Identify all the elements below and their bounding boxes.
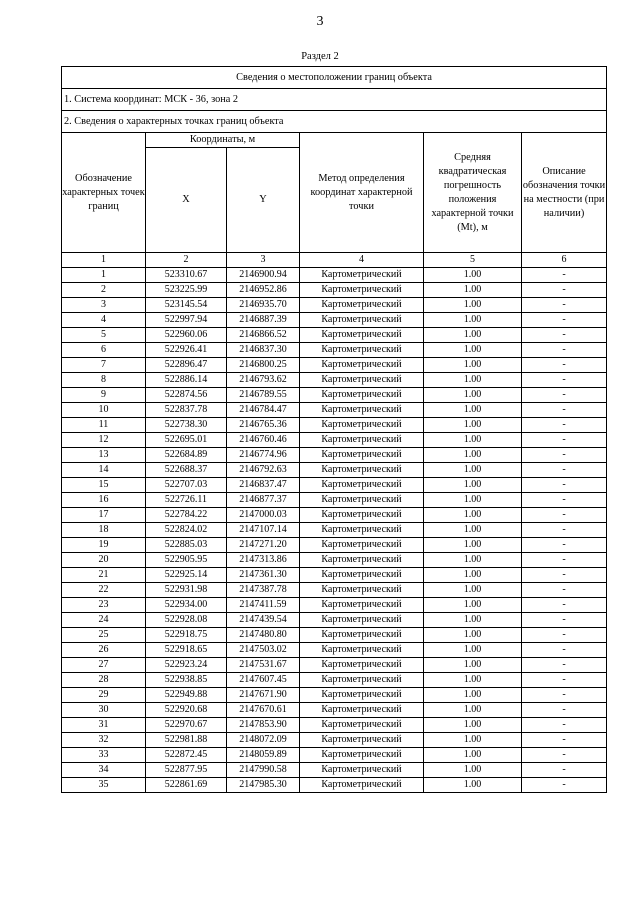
description: - — [522, 283, 607, 298]
coord-x: 522874.56 — [146, 388, 227, 403]
coord-y: 2146784.47 — [227, 403, 300, 418]
coord-y: 2147313.86 — [227, 553, 300, 568]
point-id: 19 — [62, 538, 146, 553]
table-row — [62, 418, 607, 433]
description: - — [522, 628, 607, 643]
description: - — [522, 508, 607, 523]
coord-x: 522938.85 — [146, 673, 227, 688]
mt-error: 1.00 — [424, 583, 522, 598]
mt-error: 1.00 — [424, 388, 522, 403]
coord-y: 2146789.55 — [227, 388, 300, 403]
method: Картометрический — [300, 388, 424, 403]
table-row — [62, 268, 607, 283]
point-id: 8 — [62, 373, 146, 388]
description: - — [522, 583, 607, 598]
point-id: 1 — [62, 268, 146, 283]
coord-y: 2146793.62 — [227, 373, 300, 388]
point-id: 6 — [62, 343, 146, 358]
coord-x: 522726.11 — [146, 493, 227, 508]
coord-x: 522997.94 — [146, 313, 227, 328]
mt-error: 1.00 — [424, 718, 522, 733]
mt-error: 1.00 — [424, 298, 522, 313]
description: - — [522, 703, 607, 718]
coord-x: 522707.03 — [146, 478, 227, 493]
coord-y: 2147531.67 — [227, 658, 300, 673]
coord-y: 2147000.03 — [227, 508, 300, 523]
method: Картометрический — [300, 523, 424, 538]
table-row — [62, 433, 607, 448]
coord-y: 2147985.30 — [227, 778, 300, 793]
point-id: 11 — [62, 418, 146, 433]
coord-y: 2146952.86 — [227, 283, 300, 298]
mt-error: 1.00 — [424, 643, 522, 658]
method: Картометрический — [300, 583, 424, 598]
coord-y: 2146760.46 — [227, 433, 300, 448]
method: Картометрический — [300, 538, 424, 553]
header-description: Описание обозначения точки на местности (при наличии) — [522, 133, 607, 253]
description: - — [522, 763, 607, 778]
mt-error: 1.00 — [424, 523, 522, 538]
table-row — [62, 703, 607, 718]
coord-y: 2146837.47 — [227, 478, 300, 493]
point-id: 9 — [62, 388, 146, 403]
coord-x: 522784.22 — [146, 508, 227, 523]
coord-x: 522886.14 — [146, 373, 227, 388]
description: - — [522, 478, 607, 493]
mt-error: 1.00 — [424, 358, 522, 373]
description: - — [522, 433, 607, 448]
method: Картометрический — [300, 418, 424, 433]
table-row — [62, 643, 607, 658]
table-row — [62, 763, 607, 778]
description: - — [522, 373, 607, 388]
point-id: 5 — [62, 328, 146, 343]
description: - — [522, 733, 607, 748]
point-id: 30 — [62, 703, 146, 718]
coord-y: 2146887.39 — [227, 313, 300, 328]
method: Картометрический — [300, 508, 424, 523]
method: Картометрический — [300, 298, 424, 313]
coord-x: 522885.03 — [146, 538, 227, 553]
description: - — [522, 358, 607, 373]
method: Картометрический — [300, 733, 424, 748]
mt-error: 1.00 — [424, 283, 522, 298]
point-id: 2 — [62, 283, 146, 298]
coord-x: 522934.00 — [146, 598, 227, 613]
coord-y: 2146877.37 — [227, 493, 300, 508]
table-row — [62, 658, 607, 673]
coord-y: 2148072.09 — [227, 733, 300, 748]
description: - — [522, 388, 607, 403]
coord-y: 2146792.63 — [227, 463, 300, 478]
table-row — [62, 598, 607, 613]
point-id: 31 — [62, 718, 146, 733]
coord-x: 522872.45 — [146, 748, 227, 763]
header-designation: Обозначение характерных точек границ — [62, 133, 146, 253]
method: Картометрический — [300, 613, 424, 628]
point-id: 24 — [62, 613, 146, 628]
coord-x: 522918.75 — [146, 628, 227, 643]
header-method: Метод определения координат характерной точки — [300, 133, 424, 253]
column-number-row — [62, 253, 607, 268]
table-row — [62, 388, 607, 403]
method: Картометрический — [300, 313, 424, 328]
coord-x: 522918.65 — [146, 643, 227, 658]
description: - — [522, 463, 607, 478]
table-row — [62, 328, 607, 343]
column-number: 4 — [300, 253, 424, 268]
point-id: 14 — [62, 463, 146, 478]
method: Картометрический — [300, 568, 424, 583]
table-row — [62, 538, 607, 553]
coord-x: 522970.67 — [146, 718, 227, 733]
mt-error: 1.00 — [424, 598, 522, 613]
mt-error: 1.00 — [424, 328, 522, 343]
description: - — [522, 688, 607, 703]
coord-y: 2146935.70 — [227, 298, 300, 313]
point-id: 33 — [62, 748, 146, 763]
description: - — [522, 493, 607, 508]
mt-error: 1.00 — [424, 448, 522, 463]
description: - — [522, 418, 607, 433]
method: Картометрический — [300, 268, 424, 283]
point-id: 16 — [62, 493, 146, 508]
table-row — [62, 448, 607, 463]
table-row — [62, 673, 607, 688]
coord-x: 522824.02 — [146, 523, 227, 538]
coord-y: 2147361.30 — [227, 568, 300, 583]
coord-y: 2147387.78 — [227, 583, 300, 598]
table-row — [62, 283, 607, 298]
coord-x: 522931.98 — [146, 583, 227, 598]
method: Картометрический — [300, 448, 424, 463]
table-row — [62, 373, 607, 388]
description: - — [522, 568, 607, 583]
mt-error: 1.00 — [424, 508, 522, 523]
point-id: 29 — [62, 688, 146, 703]
header-y: Y — [227, 148, 300, 253]
description: - — [522, 643, 607, 658]
mt-error: 1.00 — [424, 268, 522, 283]
coord-x: 522923.24 — [146, 658, 227, 673]
coord-x: 522925.14 — [146, 568, 227, 583]
mt-error: 1.00 — [424, 703, 522, 718]
coord-x: 523225.99 — [146, 283, 227, 298]
mt-error: 1.00 — [424, 493, 522, 508]
coord-x: 522949.88 — [146, 688, 227, 703]
method: Картометрический — [300, 763, 424, 778]
table-row — [62, 523, 607, 538]
mt-error: 1.00 — [424, 418, 522, 433]
coord-x: 522960.06 — [146, 328, 227, 343]
table-row — [62, 463, 607, 478]
point-id: 7 — [62, 358, 146, 373]
method: Картометрический — [300, 628, 424, 643]
description: - — [522, 538, 607, 553]
table-row — [62, 508, 607, 523]
coord-x: 522695.01 — [146, 433, 227, 448]
coord-y: 2147439.54 — [227, 613, 300, 628]
coord-x: 522684.89 — [146, 448, 227, 463]
mt-error: 1.00 — [424, 538, 522, 553]
coord-y: 2147670.61 — [227, 703, 300, 718]
method: Картометрический — [300, 553, 424, 568]
coord-y: 2146866.52 — [227, 328, 300, 343]
description: - — [522, 523, 607, 538]
method: Картометрический — [300, 673, 424, 688]
description: - — [522, 778, 607, 793]
boundary-table — [61, 66, 607, 793]
point-id: 32 — [62, 733, 146, 748]
table-row — [62, 358, 607, 373]
description: - — [522, 448, 607, 463]
description: - — [522, 658, 607, 673]
coordinate-system: 1. Система координат: МСК - 36, зона 2 — [62, 89, 607, 111]
method: Картометрический — [300, 598, 424, 613]
coord-y: 2146800.25 — [227, 358, 300, 373]
mt-error: 1.00 — [424, 748, 522, 763]
point-id: 17 — [62, 508, 146, 523]
mt-error: 1.00 — [424, 658, 522, 673]
method: Картометрический — [300, 703, 424, 718]
mt-error: 1.00 — [424, 373, 522, 388]
point-id: 26 — [62, 643, 146, 658]
description: - — [522, 673, 607, 688]
column-number: 5 — [424, 253, 522, 268]
coord-x: 522981.88 — [146, 733, 227, 748]
description: - — [522, 718, 607, 733]
table-row — [62, 553, 607, 568]
column-number: 6 — [522, 253, 607, 268]
coord-x: 522928.08 — [146, 613, 227, 628]
section-title: Раздел 2 — [301, 51, 339, 62]
table-row — [62, 778, 607, 793]
description: - — [522, 328, 607, 343]
method: Картометрический — [300, 688, 424, 703]
coord-y: 2146774.96 — [227, 448, 300, 463]
mt-error: 1.00 — [424, 433, 522, 448]
coord-x: 522896.47 — [146, 358, 227, 373]
table-row — [62, 748, 607, 763]
coord-y: 2148059.89 — [227, 748, 300, 763]
method: Картометрический — [300, 463, 424, 478]
mt-error: 1.00 — [424, 403, 522, 418]
coord-x: 523310.67 — [146, 268, 227, 283]
mt-error: 1.00 — [424, 778, 522, 793]
coord-x: 522837.78 — [146, 403, 227, 418]
mt-error: 1.00 — [424, 553, 522, 568]
coord-y: 2147671.90 — [227, 688, 300, 703]
mt-error: 1.00 — [424, 313, 522, 328]
coord-y: 2147271.20 — [227, 538, 300, 553]
point-id: 22 — [62, 583, 146, 598]
mt-error: 1.00 — [424, 673, 522, 688]
description: - — [522, 598, 607, 613]
coord-x: 522926.41 — [146, 343, 227, 358]
page-number: 3 — [316, 14, 324, 29]
method: Картометрический — [300, 643, 424, 658]
method: Картометрический — [300, 778, 424, 793]
coord-y: 2146837.30 — [227, 343, 300, 358]
coord-y: 2146765.36 — [227, 418, 300, 433]
column-number: 2 — [146, 253, 227, 268]
coord-x: 522738.30 — [146, 418, 227, 433]
coord-x: 522861.69 — [146, 778, 227, 793]
description: - — [522, 298, 607, 313]
coord-y: 2147107.14 — [227, 523, 300, 538]
mt-error: 1.00 — [424, 613, 522, 628]
method: Картометрический — [300, 433, 424, 448]
coord-x: 523145.54 — [146, 298, 227, 313]
point-id: 10 — [62, 403, 146, 418]
method: Картометрический — [300, 283, 424, 298]
table-row — [62, 688, 607, 703]
table-row — [62, 613, 607, 628]
mt-error: 1.00 — [424, 568, 522, 583]
method: Картометрический — [300, 658, 424, 673]
table-row — [62, 733, 607, 748]
point-id: 20 — [62, 553, 146, 568]
header-coordinates: Координаты, м — [146, 133, 300, 148]
description: - — [522, 613, 607, 628]
point-id: 12 — [62, 433, 146, 448]
header-error: Средняя квадратическая погрешность положения характерной точки (Mt), м — [424, 133, 522, 253]
coord-y: 2147853.90 — [227, 718, 300, 733]
mt-error: 1.00 — [424, 763, 522, 778]
description: - — [522, 343, 607, 358]
point-id: 21 — [62, 568, 146, 583]
method: Картометрический — [300, 493, 424, 508]
table-row — [62, 568, 607, 583]
coord-y: 2147411.59 — [227, 598, 300, 613]
coord-y: 2147503.02 — [227, 643, 300, 658]
coord-y: 2147990.58 — [227, 763, 300, 778]
method: Картометрический — [300, 403, 424, 418]
coord-x: 522905.95 — [146, 553, 227, 568]
header-x: X — [146, 148, 227, 253]
point-id: 35 — [62, 778, 146, 793]
table-row — [62, 718, 607, 733]
table-row — [62, 298, 607, 313]
column-number: 1 — [62, 253, 146, 268]
point-id: 27 — [62, 658, 146, 673]
mt-error: 1.00 — [424, 478, 522, 493]
point-id: 23 — [62, 598, 146, 613]
table-row — [62, 583, 607, 598]
table-title: Сведения о местоположении границ объекта — [62, 67, 607, 89]
point-id: 18 — [62, 523, 146, 538]
coord-x: 522688.37 — [146, 463, 227, 478]
method: Картометрический — [300, 358, 424, 373]
point-id: 28 — [62, 673, 146, 688]
method: Картометрический — [300, 718, 424, 733]
point-id: 13 — [62, 448, 146, 463]
table-row — [62, 313, 607, 328]
points-heading: 2. Сведения о характерных точках границ объекта — [62, 111, 607, 133]
description: - — [522, 268, 607, 283]
method: Картометрический — [300, 478, 424, 493]
mt-error: 1.00 — [424, 343, 522, 358]
method: Картометрический — [300, 328, 424, 343]
mt-error: 1.00 — [424, 463, 522, 478]
method: Картометрический — [300, 748, 424, 763]
method: Картометрический — [300, 343, 424, 358]
mt-error: 1.00 — [424, 628, 522, 643]
table-row — [62, 403, 607, 418]
description: - — [522, 313, 607, 328]
coord-x: 522920.68 — [146, 703, 227, 718]
column-number: 3 — [227, 253, 300, 268]
coord-y: 2147607.45 — [227, 673, 300, 688]
point-id: 15 — [62, 478, 146, 493]
table-row — [62, 493, 607, 508]
description: - — [522, 748, 607, 763]
coord-y: 2147480.80 — [227, 628, 300, 643]
description: - — [522, 553, 607, 568]
mt-error: 1.00 — [424, 688, 522, 703]
point-id: 25 — [62, 628, 146, 643]
mt-error: 1.00 — [424, 733, 522, 748]
point-id: 34 — [62, 763, 146, 778]
coord-x: 522877.95 — [146, 763, 227, 778]
table-row — [62, 478, 607, 493]
table-row — [62, 628, 607, 643]
point-id: 4 — [62, 313, 146, 328]
method: Картометрический — [300, 373, 424, 388]
coord-y: 2146900.94 — [227, 268, 300, 283]
description: - — [522, 403, 607, 418]
point-id: 3 — [62, 298, 146, 313]
table-row — [62, 343, 607, 358]
